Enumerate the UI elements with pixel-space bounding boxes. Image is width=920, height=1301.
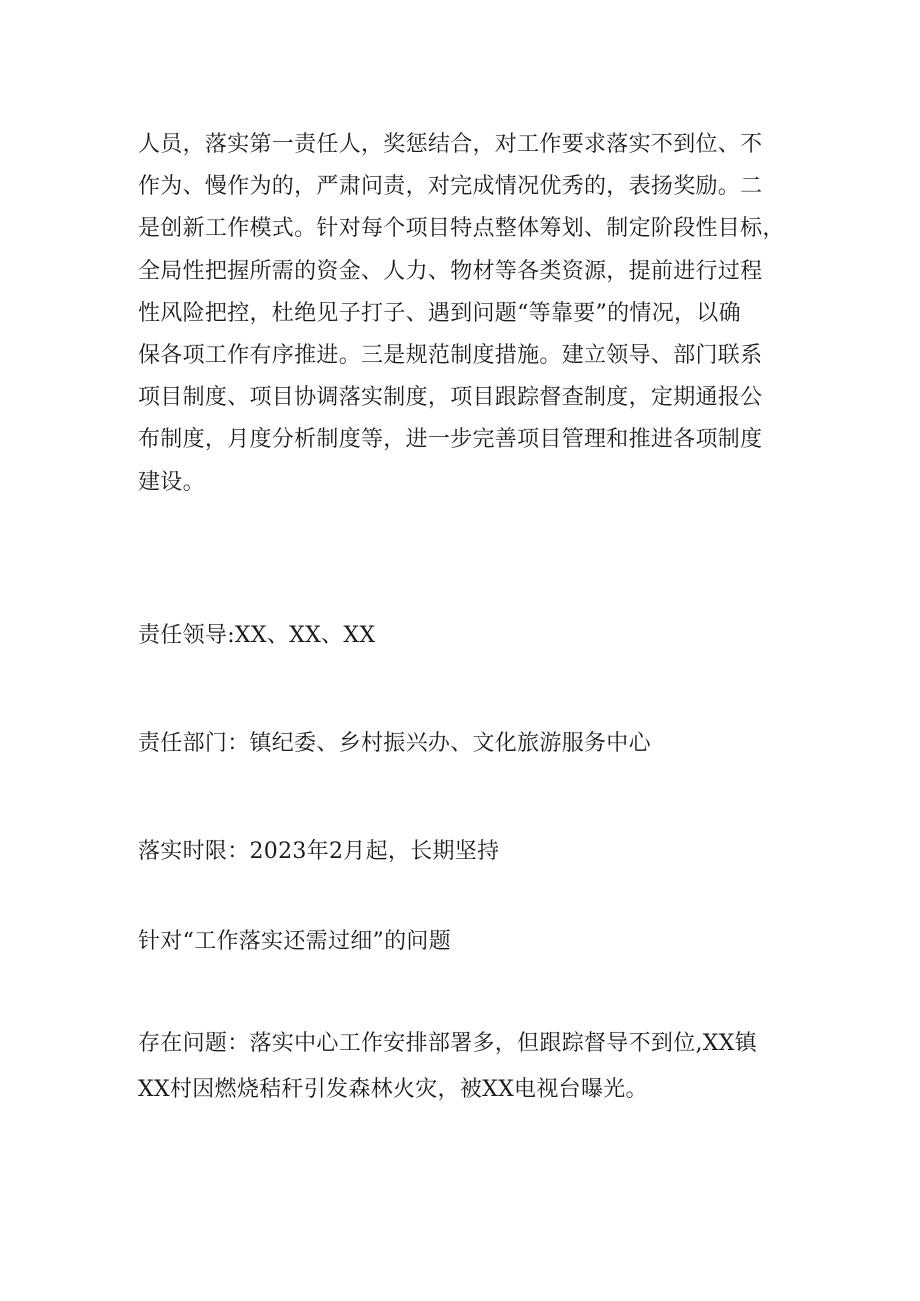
paragraph-line: 性风险把控，杜绝见子打子、遇到问题“等靠要”的情况，以确 xyxy=(138,300,741,326)
paragraph-line: 项目制度、项目协调落实制度，项目跟踪督查制度，定期通报公 xyxy=(138,385,763,411)
paragraph-line: 建设。 xyxy=(138,469,205,495)
responsible-department: 责任部门：镇纪委、乡村振兴办、文化旅游服务中心 xyxy=(138,731,651,756)
paragraph-line: 人员，落实第一责任人，奖惩结合，对工作要求落实不到位、不 xyxy=(138,132,763,157)
paragraph-line: 作为、慢作为的，严肃问责，对完成情况优秀的，表扬奖励。二 xyxy=(138,174,763,200)
section-heading: 针对“工作落实还需过细”的问题 xyxy=(138,929,451,954)
issue-line-1: 存在问题：落实中心工作安排部署多，但跟踪督导不到位,XX镇 xyxy=(138,1031,758,1056)
paragraph-line: 保各项工作有序推进。三是规范制度措施。建立领导、部门联系 xyxy=(138,342,763,368)
paragraph-line: 布制度，月度分析制度等，进一步完善项目管理和推进各项制度 xyxy=(138,427,763,453)
paragraph-line: 全局性把握所需的资金、人力、物材等各类资源，提前进行过程 xyxy=(138,258,763,284)
issue-line-2: XX村因燃烧秸秆引发森林火灾，被XX电视台曝光。 xyxy=(138,1077,648,1102)
implementation-deadline: 落实时限：2023年2月起，长期坚持 xyxy=(138,839,500,864)
responsible-leader: 责任领导:XX、XX、XX xyxy=(138,623,376,648)
body-paragraph xyxy=(138,124,788,504)
paragraph-line: 是创新工作模式。针对每个项目特点整体筹划、制定阶段性目标， xyxy=(138,216,785,242)
